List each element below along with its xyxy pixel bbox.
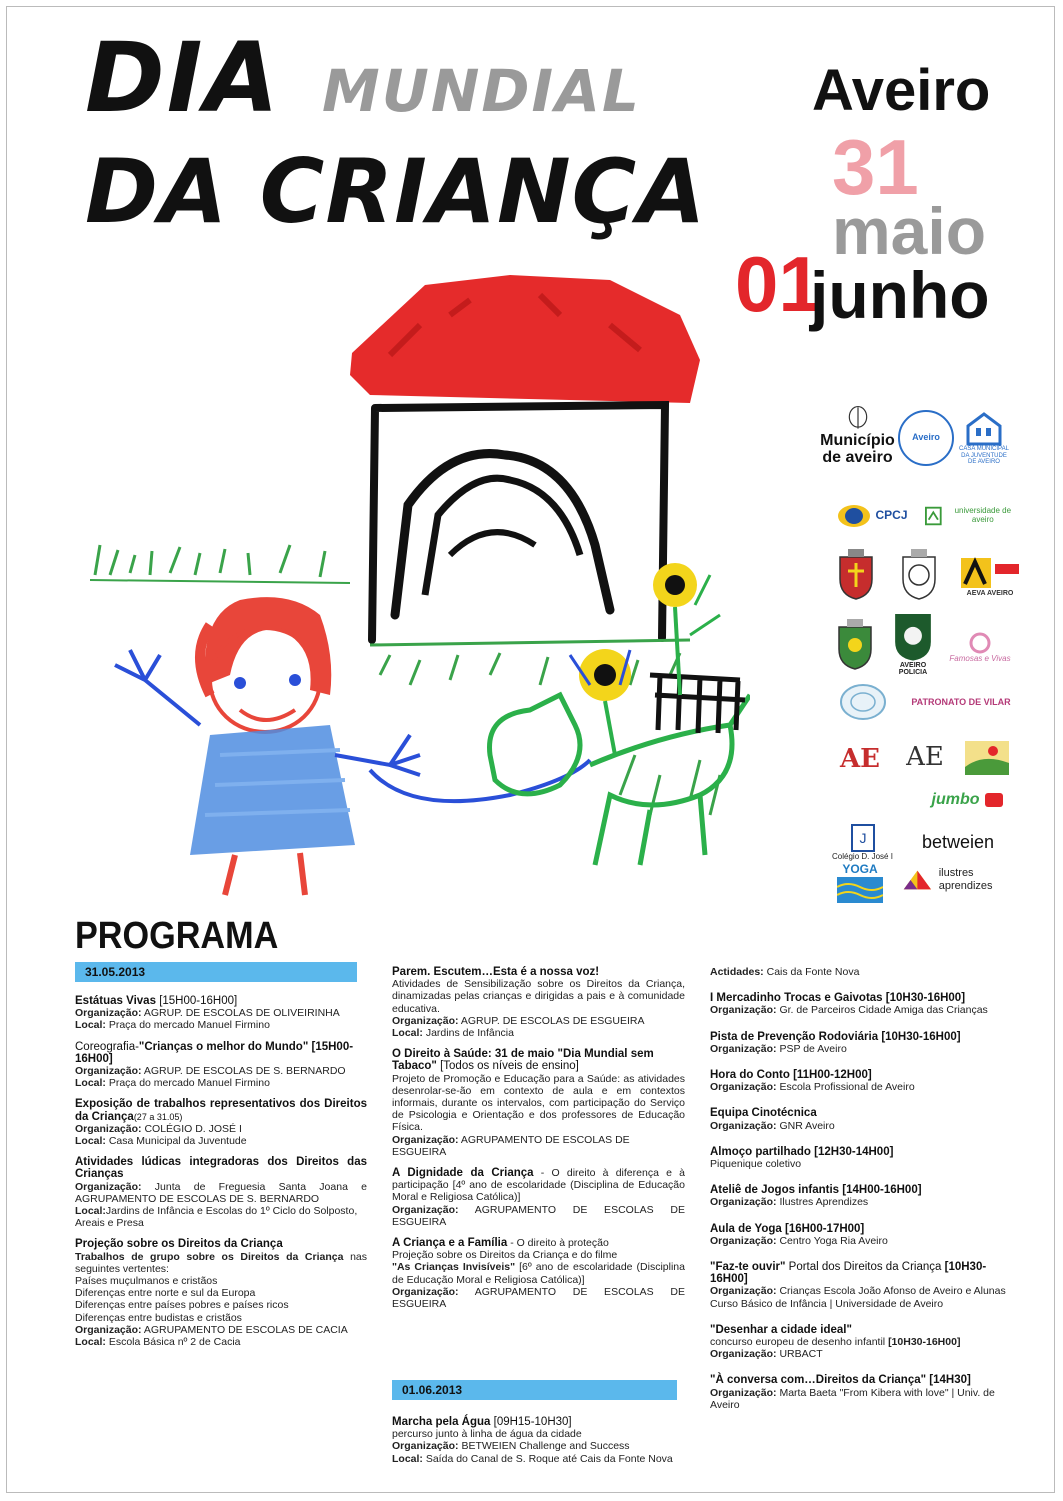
item-title: Ateliê de Jogos infantis bbox=[710, 1184, 840, 1197]
logo-text: CPCJ bbox=[875, 508, 908, 523]
program-item bbox=[710, 1031, 1010, 1055]
programa-heading: PROGRAMA bbox=[75, 915, 279, 957]
logo-text: CASA MUNICIPAL DA JUVENTUDE DE AVEIRO bbox=[959, 446, 1009, 466]
item-pre: Coreografia- bbox=[75, 1040, 139, 1053]
logo-circular bbox=[838, 682, 888, 722]
item-time: [10H30-16H00] bbox=[710, 1261, 987, 1286]
logo-ae-2 bbox=[900, 735, 950, 780]
item-time: [16H00-17H00] bbox=[785, 1222, 865, 1235]
org-label: Organização: bbox=[75, 1007, 142, 1020]
org-label: Organização: bbox=[710, 1196, 777, 1209]
item-title: Pista de Prevenção Rodoviária bbox=[710, 1030, 879, 1043]
logo-text: ilustres aprendizes bbox=[938, 867, 993, 892]
child-legs bbox=[225, 853, 305, 895]
flower-2 bbox=[579, 649, 631, 755]
program-column-1 bbox=[75, 995, 367, 1357]
logo-text: AE bbox=[840, 743, 880, 774]
program-intro bbox=[710, 966, 1010, 978]
title-mundial: MUNDIAL bbox=[322, 57, 641, 125]
logo-santa-joana-crest bbox=[893, 545, 945, 603]
item-org: Marta Baeta "From Kibera with love" | Univ. de Aveiro bbox=[710, 1386, 995, 1411]
item-desc: percurso junto à linha de água da cidade bbox=[392, 1428, 582, 1441]
dog-head bbox=[490, 695, 581, 794]
school-emblem-icon bbox=[850, 823, 876, 853]
org-label: Organização: bbox=[710, 1285, 777, 1298]
logo-famosas-e-vivas bbox=[945, 625, 1015, 670]
item-desc: Projeção sobre os Direitos da Criança e do filme bbox=[392, 1249, 618, 1262]
org-label: Organização: bbox=[392, 1440, 459, 1453]
intro-label: Actidades: bbox=[710, 966, 764, 978]
logo-ilustres-aprendizes bbox=[902, 862, 1017, 897]
program-column-3 bbox=[710, 966, 1010, 1420]
program-item bbox=[75, 1238, 367, 1348]
item-loc: Praça do mercado Manuel Firmino bbox=[108, 1077, 270, 1090]
program-item bbox=[392, 1237, 685, 1310]
item-title: "Faz-te ouvir" bbox=[710, 1261, 786, 1274]
program-column-2b bbox=[392, 1416, 685, 1474]
logo-text: Colégio D. José I bbox=[832, 852, 893, 862]
item-org: AGRUPAMENTO DE ESCOLAS DE CACIA bbox=[143, 1323, 348, 1336]
item-title: I Mercadinho Trocas e Gaivotas bbox=[710, 992, 883, 1005]
item-org: Gr. de Parceiros Cidade Amiga das Crianças bbox=[779, 1004, 988, 1017]
date-month-maio: maio bbox=[832, 194, 987, 268]
program-item bbox=[710, 1146, 1010, 1170]
loc-label: Local: bbox=[75, 1135, 106, 1148]
item-org: AGRUPAMENTO DE ESCOLAS DE ESGUEIRA bbox=[392, 1285, 685, 1311]
program-item bbox=[710, 1324, 1010, 1361]
crest-icon bbox=[835, 617, 875, 671]
place-name: Aveiro bbox=[812, 58, 991, 123]
logo-text: AEVA AVEIRO bbox=[966, 589, 1014, 597]
item-subtitle: Trabalhos de grupo sobre os Direitos da Criança bbox=[75, 1250, 344, 1263]
item-org: URBACT bbox=[779, 1348, 823, 1361]
item-org: GNR Aveiro bbox=[779, 1119, 835, 1132]
item-org: AGRUP. DE ESCOLAS DE ESGUEIRA bbox=[460, 1014, 645, 1027]
item-subtitle-rest: nas seguintes vertentes: bbox=[75, 1250, 367, 1275]
org-label: Organização: bbox=[75, 1323, 142, 1336]
item-org: Crianças Escola João Afonso de Aveiro e Alunas Curso Básico de Infância | Universidade de Aveiro bbox=[710, 1285, 1006, 1310]
waves-icon bbox=[837, 877, 883, 903]
logo-text: Município de aveiro bbox=[820, 431, 895, 467]
logo-jumbo bbox=[925, 788, 1010, 812]
logo-freguesia-crest bbox=[830, 545, 882, 603]
org-label: Organização: bbox=[710, 1348, 777, 1361]
item-time: [14H00-16H00] bbox=[842, 1184, 922, 1197]
item-title: Estátuas Vivas bbox=[75, 995, 156, 1007]
logo-municipio-de-aveiro bbox=[820, 405, 895, 467]
item-time: [11H00-12H00] bbox=[793, 1069, 872, 1082]
svg-text:J: J bbox=[859, 830, 866, 847]
item-org: Ilustres Aprendizes bbox=[779, 1196, 869, 1209]
item-loc: Escola Básica nº 2 de Cacia bbox=[108, 1336, 241, 1349]
grass-bottom bbox=[370, 640, 690, 685]
item-org: AGRUP. DE ESCOLAS DE S. BERNARDO bbox=[143, 1065, 346, 1078]
item-desc: Projeto de Promoção e Educação para a Saúde: as atividades desenrolar-se-ão em contexto de aula e em contextos informais, durante os intervalos, com participação do Serviço de Psicologia e Orientação e dos professores de Educação Física. bbox=[392, 1072, 685, 1134]
item-title: Atividades lúdicas integradoras dos Direitos das Crianças bbox=[75, 1156, 367, 1181]
logo-aeva bbox=[955, 548, 1025, 603]
item-line: Diferenças entre norte e sul da Europa bbox=[75, 1287, 256, 1300]
item-org: Centro Yoga Ria Aveiro bbox=[779, 1234, 888, 1247]
house-walls bbox=[372, 405, 665, 640]
program-item bbox=[392, 1167, 685, 1228]
logo-aveiro-cidade-amiga bbox=[898, 410, 954, 466]
item-desc: Atividades de Sensibilização sobre os Direitos da Criança, dinamizadas pelas crianças e dirigidas a pais e à comunidade educativa. bbox=[392, 978, 685, 1015]
item-time: (27 a 31.05) bbox=[133, 1111, 183, 1122]
item-time: [15H00-16H00] bbox=[75, 1040, 354, 1065]
item-title: Parem. Escutem…Esta é a nossa voz! bbox=[392, 966, 600, 978]
item-title: Equipa Cinotécnica bbox=[710, 1107, 817, 1120]
item-desc: Piquenique coletivo bbox=[710, 1158, 802, 1171]
child-drawing bbox=[90, 255, 750, 900]
item-rest: Portal dos Direitos da Criança bbox=[788, 1261, 942, 1274]
org-label: Organização: bbox=[710, 1081, 777, 1094]
item-film: "As Crianças Invisíveis" bbox=[392, 1261, 516, 1274]
item-time: [12H30-14H00] bbox=[814, 1145, 894, 1158]
logo-text: jumbo bbox=[931, 791, 980, 809]
loc-label: Local: bbox=[75, 1205, 106, 1218]
house-icon bbox=[966, 412, 1002, 446]
logo-cpcj bbox=[825, 500, 920, 532]
dog-body bbox=[590, 695, 750, 865]
item-time: [09H15-10H30] bbox=[493, 1416, 572, 1428]
loc-label: Local: bbox=[75, 1019, 106, 1032]
child-face bbox=[210, 628, 320, 732]
triangle-icon bbox=[902, 867, 933, 893]
loc-label: Local: bbox=[392, 1027, 423, 1040]
item-title: Almoço partilhado bbox=[710, 1145, 811, 1158]
org-label: Organização: bbox=[710, 1386, 777, 1399]
program-column-2 bbox=[392, 966, 685, 1319]
intro-text: Cais da Fonte Nova bbox=[766, 966, 860, 978]
item-title: O Direito à Saúde: 31 de maio "Dia Mundial sem Tabaco" bbox=[392, 1048, 654, 1073]
circle-emblem-icon bbox=[839, 683, 887, 721]
item-org: COLÉGIO D. JOSÉ I bbox=[144, 1122, 242, 1135]
program-item bbox=[75, 995, 367, 1032]
item-loc: Saída do Canal de S. Roque até Cais da Fonte Nova bbox=[425, 1452, 673, 1465]
item-title: Exposição de trabalhos representativos dos Direitos da Criança bbox=[75, 1098, 367, 1123]
org-label: Organização: bbox=[710, 1042, 777, 1055]
org-label: Organização: bbox=[392, 1285, 459, 1298]
item-line: Diferenças entre países pobres e países ricos bbox=[75, 1299, 289, 1312]
municipio-emblem-icon bbox=[843, 405, 873, 432]
crest-icon bbox=[834, 547, 878, 601]
grass-left bbox=[95, 545, 325, 577]
org-label: Organização: bbox=[392, 1014, 459, 1027]
org-label: Organização: bbox=[75, 1122, 142, 1135]
item-line: Diferenças entre budistas e cristãos bbox=[75, 1311, 242, 1324]
item-title: "Crianças o melhor do Mundo" bbox=[138, 1040, 309, 1053]
org-label: Organização: bbox=[710, 1004, 777, 1017]
logo-casa-municipal-juventude bbox=[958, 410, 1010, 468]
logo-esgueira-crest bbox=[832, 615, 878, 673]
org-label: Organização: bbox=[710, 1234, 777, 1247]
program-item bbox=[710, 1107, 1010, 1131]
item-title: Projeção sobre os Direitos da Criança bbox=[75, 1238, 283, 1251]
item-time: [10H30-16H00] bbox=[888, 1336, 961, 1349]
item-org: AGRUP. DE ESCOLAS DE OLIVEIRINHA bbox=[143, 1007, 340, 1020]
aeva-icon bbox=[959, 554, 1021, 590]
item-org: Junta de Freguesia Santa Joana e AGRUPAMENTO DE ESCOLAS DE S. BERNARDO bbox=[75, 1180, 368, 1205]
eye-icon bbox=[837, 504, 871, 528]
logo-yoga bbox=[835, 858, 885, 908]
ua-icon bbox=[925, 506, 942, 526]
logo-text: AE bbox=[906, 742, 944, 773]
logo-text: betweien bbox=[921, 831, 995, 852]
org-label: Organização: bbox=[75, 1065, 142, 1078]
child-dress bbox=[190, 725, 355, 855]
item-org: AGRUPAMENTO DE ESCOLAS DE ESGUEIRA bbox=[392, 1133, 630, 1158]
logo-text: AVEIRO POLICIA bbox=[898, 661, 928, 677]
logo-policia-aveiro bbox=[888, 612, 938, 677]
date-day-01: 01 bbox=[735, 240, 822, 328]
logo-text: Aveiro bbox=[912, 432, 940, 443]
item-desc: concurso europeu de desenho infantil bbox=[710, 1336, 886, 1349]
item-line: Países muçulmanos e cristãos bbox=[75, 1275, 218, 1288]
child-arm-right bbox=[335, 735, 420, 775]
item-loc: Praça do mercado Manuel Firmino bbox=[108, 1019, 270, 1032]
item-title: Aula de Yoga bbox=[710, 1222, 782, 1235]
item-title: A Dignidade da Criança bbox=[392, 1167, 534, 1180]
logo-text: universidade de aveiro bbox=[954, 506, 1012, 524]
date-bar-2: 01.06.2013 bbox=[392, 1380, 677, 1400]
loc-label: Local: bbox=[75, 1077, 106, 1090]
date-month-junho: junho bbox=[810, 258, 990, 332]
child-arm-left bbox=[115, 650, 200, 725]
title-dia: DIA bbox=[85, 22, 281, 134]
logo-text: YOGA bbox=[842, 862, 878, 877]
item-org: BETWEIEN Challenge and Success bbox=[461, 1440, 630, 1453]
item-title: Marcha pela Água bbox=[392, 1416, 491, 1428]
loc-label: Local: bbox=[392, 1452, 423, 1465]
item-org: PSP de Aveiro bbox=[779, 1042, 847, 1055]
item-title: "Desenhar a cidade ideal" bbox=[710, 1323, 852, 1336]
program-item bbox=[392, 966, 685, 1039]
program-item bbox=[710, 1374, 1010, 1411]
program-item bbox=[710, 1223, 1010, 1247]
item-loc: Jardins de Infância e Escolas do 1º Ciclo do Solposto, Areais e Presa bbox=[75, 1205, 358, 1230]
item-title: "À conversa com…Direitos da Criança" bbox=[710, 1374, 927, 1387]
org-label: Organização: bbox=[710, 1119, 777, 1132]
logo-universidade-de-aveiro bbox=[925, 500, 1020, 532]
item-org: AGRUPAMENTO DE ESCOLAS DE ESGUEIRA bbox=[392, 1203, 685, 1228]
program-item bbox=[75, 1156, 367, 1229]
logo-text: Famosas e Vivas bbox=[949, 654, 1011, 664]
item-title: Hora do Conto bbox=[710, 1069, 790, 1082]
item-time: [10H30-16H00] bbox=[881, 1030, 961, 1043]
logo-patronato-de-vilar bbox=[905, 690, 1017, 715]
org-label: Organização: bbox=[75, 1180, 142, 1193]
org-label: Organização: bbox=[392, 1133, 459, 1146]
title-da-crianca: DA CRIANÇA bbox=[85, 140, 707, 243]
item-time: [15H00-16H00] bbox=[159, 995, 238, 1007]
program-item bbox=[75, 1041, 367, 1090]
logo-nature bbox=[962, 738, 1012, 778]
date-bar-1: 31.05.2013 bbox=[75, 962, 357, 982]
item-film-rest: [6º ano de escolaridade (Disciplina de Educação Moral e Religiosa Católica)] bbox=[392, 1261, 685, 1286]
loc-label: Local: bbox=[75, 1336, 106, 1349]
flower-icon bbox=[965, 631, 995, 655]
item-rest: - O direito à diferença e à participação [4º ano de escolaridade (Disciplina de Educação Moral e Religiosa Católica)] bbox=[392, 1167, 686, 1204]
program-item bbox=[392, 1048, 685, 1158]
logo-text: PATRONATO DE VILAR bbox=[911, 696, 1011, 707]
item-time: [10H30-16H00] bbox=[885, 992, 966, 1005]
elephant-icon bbox=[984, 792, 1004, 808]
date-day-31: 31 bbox=[832, 123, 919, 211]
program-item bbox=[710, 1261, 1010, 1310]
program-item bbox=[710, 1184, 1010, 1208]
logo-betweien bbox=[902, 830, 1014, 855]
item-title: A Criança e a Família bbox=[392, 1237, 508, 1250]
logo-ae-1 bbox=[835, 738, 885, 780]
program-item bbox=[710, 992, 1010, 1016]
program-item bbox=[392, 1416, 685, 1465]
landscape-icon bbox=[963, 739, 1011, 777]
police-shield-icon bbox=[893, 612, 933, 662]
program-item bbox=[75, 1098, 367, 1147]
item-org: Escola Profissional de Aveiro bbox=[779, 1081, 915, 1094]
item-rest: - O direito à proteção bbox=[510, 1237, 609, 1250]
crest-icon bbox=[897, 547, 941, 601]
item-loc: Casa Municipal da Juventude bbox=[108, 1135, 247, 1148]
org-label: Organização: bbox=[392, 1203, 459, 1216]
item-time: [Todos os níveis de ensino] bbox=[440, 1060, 579, 1073]
item-time: [14H30] bbox=[929, 1374, 971, 1387]
item-loc: Jardins de Infância bbox=[425, 1027, 514, 1040]
program-item bbox=[710, 1069, 1010, 1093]
